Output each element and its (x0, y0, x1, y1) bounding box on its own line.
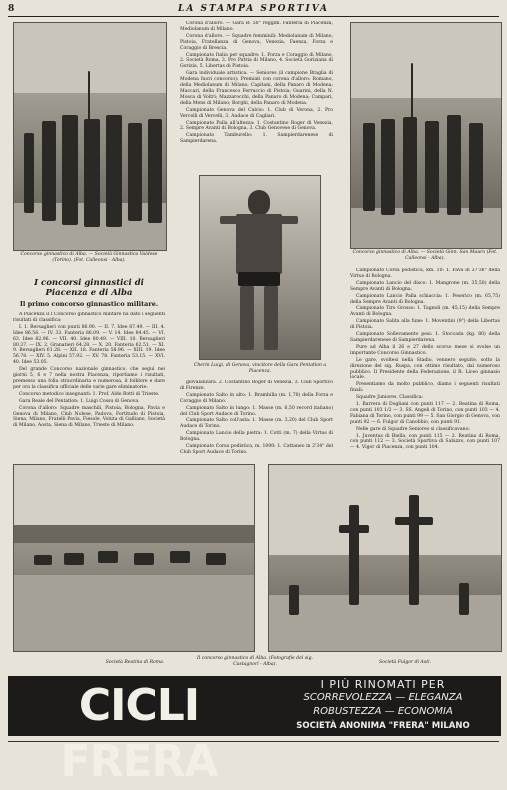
caption-top-right: Concorso ginnastico di Alba. — Società Ginn. San Mauro (Fot. Calleonsi - Alba). (352, 250, 498, 261)
article-paragraph: Campionato Tamburello: 1. Sampierdarenese di Sampierdarena. (180, 133, 333, 145)
photo-reatina-roma (13, 464, 255, 652)
article-paragraph: Campionato Corsa podistica, m. 1000: 1. Cattaneo in 2'34" del Club Sport Audace di Torino. (180, 444, 333, 455)
article-paragraph: Campionato Palla all'altezza: 1. Costantino Roger di Venezia, 2. Sempre Avanti di Bologna, 3. Club Genovese di Genova. (180, 120, 333, 132)
article-paragraph: Campionato Salita alla fune: 1. Moventini (9") della Libertas di Pistoia. (350, 319, 500, 331)
article-column-3 (350, 268, 500, 460)
caption-bottom-left: Società Reatina di Roma. (105, 660, 165, 665)
photo-fulgor-asti (268, 464, 502, 652)
footer-rule (8, 741, 499, 746)
article-paragraph: Corona d'alloro. — Gara B: 50° reggim. Fanteria di Piacenza, Mediolanum di Milano. (180, 21, 333, 32)
article-paragraph: Campionato Genova del Calcio: 1. Club di Verona, 2. Pro Vercelli di Vercelli, 3. Audace di Cagliari. (180, 107, 333, 119)
article-paragraph: Concorso metodico insegnanti: 1. Prof. Aldo Botti di Trieste. (19, 391, 160, 397)
page-header (8, 3, 499, 17)
article-column-2-top (180, 21, 333, 171)
article-paragraph: Corona d'alloro: Squadre maschili, Pistoia, Bologna, Pavia e Genova di Milano, Club Nolese, Padova, Fortitudo di Pistoia, Siena, Milano, Fratelli Pavia, Fiesole, Voluta di Galliano, Società di Milano, Aosta, Siena di Milano, Trieste di Milano. (13, 405, 165, 429)
ad-line-1: I PIÙ RINOMATI PER (320, 678, 446, 691)
ad-line-4: SOCIETÀ ANONIMA "FRERA" MILANO (296, 721, 470, 731)
article-subhead: Il primo concorso ginnastico militare. (19, 300, 159, 308)
article-paragraph: Squadre Juniores. Classifica: (356, 395, 424, 401)
article-paragraph: Campionato Italia per squadre: 1. Forza e Coraggio di Milano, 2. Società Roma, 3. Pro Patria di Milano, 4. Società Goriziana di Gorizia, 5. Libertas di Pistoia. (180, 52, 333, 70)
header-rule (8, 16, 499, 17)
article-column-1 (13, 312, 165, 460)
article-paragraph: Del grande Concorso nazionale ginnastico, che seguì nei giorni 5, 6 e 7 nella nostra Piacenza, riportiamo i risultati, premesso una folla straordinaria e numerosa, il folklore e dare per ora la classifica ufficiale delle varie gare eliminatorie: (13, 367, 165, 390)
article-paragraph: 1. Barrera di Dogliani con punti 117 — 2. Reatina di Roma, con punti 103 1/2 — 3. SS. Angeli di Torino, con punti 103 — 4. Fabiana di Torino, con punti 99 — 5. San Giorgio di Genova, con punti 92 — 6. Fulgor di Canobbio, con punti 91. (350, 402, 500, 425)
article-paragraph: Campionato Lancio Palla schiaccia: 1. Peserico (m. 65,75) della Sempre Avanti di Bologna. (350, 293, 500, 305)
advertisement-cicli-frera (8, 676, 501, 787)
article-paragraph: A Piacenza il I Concorso ginnastico militare ha dato i seguenti risultati di classifica: (13, 312, 165, 323)
article-paragraph: Campionato Lancio del disco: 1. Mangrone (m. 35,50) della Sempre Avanti di Bologna. (350, 280, 500, 292)
article-paragraph: 1. Juventus di Biella, con punti 115 — 2. Reatina di Roma, con punti 112 — 3. Società Sportiva di Saluzzo, con punti 107 — 4. Vigor di Piacenza, con punti 104. (350, 433, 500, 451)
article-paragraph: Nelle gare di Squadre Seniores si classificavano: (356, 426, 470, 432)
caption-top-left: Concorso ginnastico di Alba. — Società Ginnastica Valdese (Torino). (Fot. Calleonsi - Alba). (20, 252, 158, 263)
article-paragraph: Campionato Corsa podistica, km. 10: 1. Fava in 37'36" della Virtus di Bologna. (350, 268, 500, 279)
photo-valdese-team (13, 22, 167, 251)
article-paragraph: Campionato Salto coll'asta: 1. Masse (m. 3,20) del Club Sport Audace di Torino. (180, 418, 333, 430)
article-paragraph: Gara individuale artistica. — Seniores (il campione Braglia di Modena fuori concorso): Premiati con corona d'alloro: Romano, della Mediolanum di Milano; Capitani, della Panaro di Modena; Maccari, della Francesco Ferruccio di Pistoia; Guarini, della N. Mosca di Voltri; Mazzarocchi, della Panaro di Modena; Campari, della Mens di Milano; Borghi, della Panaro di Modena. (180, 71, 333, 106)
article-paragraph: Pure ad Alba il 26 e 27 dello scorso mese si svolse un importante Concorso Ginnastico. (350, 344, 500, 356)
caption-center: Cherin Luigi, di Genova, vincitore della Gara Pentatlon a Piacenza. (193, 363, 327, 374)
newspaper-title: LA STAMPA SPORTIVA (178, 4, 329, 14)
article-paragraph: Le gare, svoltesi nella Stadio, vennero seguite, sotto la direzione del sig. Ruspa, con ottimo risultato, dal numeroso pubblico. Il Presidente della Federazione, il R. Liceo ginnasio locale. (350, 357, 500, 381)
article-paragraph: Gara Reale del Pentatlon: 1. Luigi Cossu di Genova. (19, 398, 140, 404)
article-paragraph: Presentiamo da molto pubblico, diamo i seguenti risultati finali: (350, 382, 500, 394)
article-paragraph: Campionato Lancio della pietra: 1. Cotti (m. 7) della Virtus di Bologna. (180, 431, 333, 443)
article-headline: I concorsi ginnastici di Piacenza e di Alba (34, 278, 144, 298)
page-number: 8 (8, 4, 15, 14)
article-paragraph: Campionato Salto in lungo: 1. Masse (m. 6,50 record italiano) del Club Sport Audace di Torino. (180, 405, 333, 417)
article-paragraph: Campionato Sollevamento pesi: 1. Stoccada (kg. 80) della Sampierdarenese di Sampierdarena. (350, 332, 500, 343)
photo-cherin-luigi (199, 175, 321, 360)
caption-bottom-center: Il concorso ginnastico di Alba. (Fotografie del sig. Castagnori - Alba). (197, 656, 313, 667)
article-paragraph: Campionato Salto in alto: 1. Brambilla (m. 1,70) della Forza e Coraggio di Milano. (180, 392, 333, 404)
photo-san-mauro-team (350, 22, 502, 249)
article-paragraph: Campionato Tiro Grosso: 1. Tagnoli (m. 45,15) della Sempre Avanti di Bologna. (350, 306, 500, 318)
ad-line-3: ROBUSTEZZA — ECONOMIA (313, 706, 453, 717)
ad-line-2: SCORREVOLEZZA — ELEGANZA (303, 692, 463, 703)
article-column-2-bottom (180, 380, 333, 460)
ad-brand: CICLI FRERA (60, 680, 218, 787)
article-paragraph: I. 1. Bersaglieri con punti 86.90. — II. 7. Idee 87.49. — III. 4. Idee 86.56. — IV. 33. Fanteria 86.09. — V. 14. Idee 84.45. — VI. 63. Idee 82.96. — VII. 40. Idee 80.49. — VIII. 10. Bersaglieri 80.37. — IX. 2. Granatieri 64.28. — X. 20. Fanteria 62.51. — XI. 9. Bersaglieri 61.28. — XII. 18. Fanteria 58.96. — XIII. 19. Idee 56.78. — XIV. 5. Alpini 57.92. — XV. 78. Fanteria 53.15. — XVI. 40. Idee 53.05. (13, 324, 165, 366)
article-paragraph: Corona d'alloro. — Squadre femminili: Mediolanum di Milano, Pistoia, Fratellanza di Genova, Venezia, Faenza, Forza e Coraggio di Brescia. (180, 33, 333, 51)
caption-bottom-right: Società Fulgor di Asti. (378, 660, 432, 665)
article-paragraph: giovalanzara. 2. Costantino Roger di Venezia, 3. Club Sportivo di Firenze. (180, 380, 333, 391)
